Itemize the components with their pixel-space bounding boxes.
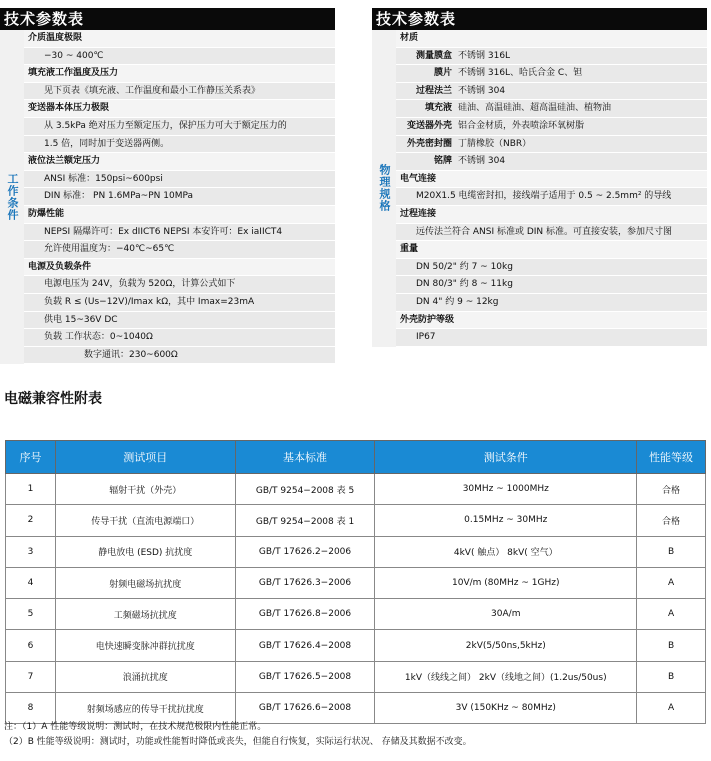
table-cell: 3: [6, 536, 56, 567]
left-detail-row: 电源电压为 24V，负载为 520Ω，计算公式如下: [24, 276, 335, 294]
left-section-heading: 变送器本体压力极限: [24, 100, 335, 118]
table-cell: 2: [6, 505, 56, 536]
left-detail-row: 从 3.5kPa 绝对压力至额定压力，保护压力可大于额定压力的: [24, 118, 335, 136]
left-detail-row: 允许使用温度为：−40℃~65℃: [24, 241, 335, 259]
left-rows: [24, 30, 335, 364]
right-spec-row: [396, 153, 707, 171]
table-cell: GB/T 17626.4−2008: [235, 630, 375, 661]
spec-key: 过程法兰: [415, 85, 452, 96]
right-spec-row: [396, 136, 707, 154]
table-cell: 6: [6, 630, 56, 661]
table-cell: 电快速瞬变脉冲群抗扰度: [55, 630, 235, 661]
table-row: [6, 505, 706, 536]
table-cell: 1: [6, 474, 56, 505]
table-row: [6, 661, 706, 692]
working-conditions-panel: [0, 8, 335, 364]
table-cell: 30A/m: [375, 599, 637, 630]
right-spec-row: [396, 118, 707, 136]
emc-column-header: 基本标准: [235, 441, 375, 474]
table-cell: B: [637, 661, 706, 692]
left-detail-row: 负载 R ≤ (Us−12V)/Imax kΩ，其中 Imax=23mA: [24, 294, 335, 312]
table-cell: 7: [6, 661, 56, 692]
spec-value: 硅油、高温硅油、超高温硅油、植物油: [458, 103, 612, 114]
table-cell: 工频磁场抗扰度: [55, 599, 235, 630]
spec-value: 不锈钢 316L: [458, 50, 511, 61]
right-detail-row: DN 80/3" 约 8 ~ 11kg: [396, 276, 707, 294]
table-cell: GB/T 17626.5−2008: [235, 661, 375, 692]
table-cell: 射频电磁场抗扰度: [55, 567, 235, 598]
table-cell: GB/T 17626.6−2008: [235, 693, 375, 724]
left-section-heading: 防爆性能: [24, 206, 335, 224]
right-rows: [396, 30, 707, 347]
emc-title: 电磁兼容性附表: [4, 391, 102, 407]
note-line: 注：（1）A 性能等级说明：测试时，在技术规范极限内性能正常。: [4, 722, 267, 732]
left-section-heading: 填充液工作温度及压力: [24, 65, 335, 83]
left-side-label: 工作条件: [0, 30, 24, 364]
table-cell: 10V/m (80MHz ~ 1GHz): [375, 567, 637, 598]
table-cell: A: [637, 599, 706, 630]
spec-value: 不锈钢 316L、哈氏合金 C、钽: [458, 68, 583, 79]
right-section-heading: 电气连接: [396, 171, 707, 189]
left-section-heading: 液位法兰额定压力: [24, 153, 335, 171]
table-cell: GB/T 9254−2008 表 5: [235, 474, 375, 505]
left-detail-row: 供电 15~36V DC: [24, 312, 335, 330]
table-cell: 4kV( 触点） 8kV( 空气）: [375, 536, 637, 567]
table-cell: 传导干扰（直流电源端口）: [55, 505, 235, 536]
right-section-heading: 重量: [396, 241, 707, 259]
left-detail-row: 1.5 倍，同时加于变送器两侧。: [24, 136, 335, 154]
table-row: [6, 536, 706, 567]
emc-column-header: 性能等级: [637, 441, 706, 474]
spec-key: 填充液: [424, 103, 452, 114]
note-line: （2）B 性能等级说明：测试时，功能或性能暂时降低或丧失，但能自行恢复，实际运行状况、 存储及其数据不改变。: [4, 737, 472, 747]
table-cell: A: [637, 567, 706, 598]
left-detail-row: NEPSI 隔爆许可：Ex dIICT6 NEPSI 本安许可：Ex iaIICT4: [24, 224, 335, 242]
emc-column-header: 序号: [6, 441, 56, 474]
table-cell: 4: [6, 567, 56, 598]
spec-value: 不锈钢 304: [458, 85, 506, 96]
spec-value: 不锈钢 304: [458, 156, 506, 167]
spec-key: 测量膜盒: [415, 50, 452, 61]
table-cell: GB/T 17626.3−2006: [235, 567, 375, 598]
table-cell: 5: [6, 599, 56, 630]
right-side-label: 物理规格: [372, 30, 396, 347]
spec-value: 铝合金材质，外表喷涂环氧树脂: [458, 120, 585, 131]
table-cell: A: [637, 693, 706, 724]
right-panel-title: 技术参数表: [372, 8, 707, 30]
table-cell: 射频场感应的传导干扰抗扰度: [55, 693, 235, 724]
right-section-heading: 过程连接: [396, 206, 707, 224]
right-detail-row: DN 4" 约 9 ~ 12kg: [396, 294, 707, 312]
spec-key: 外壳密封圈: [406, 138, 452, 149]
table-cell: 合格: [637, 474, 706, 505]
left-section-heading: 电源及负载条件: [24, 259, 335, 277]
table-cell: 30MHz ~ 1000MHz: [375, 474, 637, 505]
left-detail-row: DIN 标准： PN 1.6MPa~PN 10MPa: [24, 188, 335, 206]
table-row: [6, 599, 706, 630]
right-detail-row: M20X1.5 电缆密封扣，接线端子适用于 0.5 ~ 2.5mm² 的导线: [396, 188, 707, 206]
table-cell: GB/T 9254−2008 表 1: [235, 505, 375, 536]
notes: [4, 720, 472, 750]
spec-key: 变送器外壳: [406, 120, 452, 131]
table-row: [6, 474, 706, 505]
table-cell: 合格: [637, 505, 706, 536]
right-spec-row: [396, 48, 707, 66]
left-detail-row: 见下页表《填充液、工作温度和最小工作静压关系表》: [24, 83, 335, 101]
table-cell: 静电放电 (ESD) 抗扰度: [55, 536, 235, 567]
right-section-heading: 材质: [396, 30, 707, 48]
table-cell: 0.15MHz ~ 30MHz: [375, 505, 637, 536]
table-cell: 2kV(5/50ns,5kHz): [375, 630, 637, 661]
left-panel-title: 技术参数表: [0, 8, 335, 30]
left-detail-row: 负载 工作状态：0~1040Ω: [24, 329, 335, 347]
emc-header-row: [6, 441, 706, 474]
left-detail-row: ANSI 标准：150psi~600psi: [24, 171, 335, 189]
left-detail-row: −30 ~ 400℃: [24, 48, 335, 66]
table-cell: 3V (150KHz ~ 80MHz): [375, 693, 637, 724]
table-cell: 辐射干扰（外壳）: [55, 474, 235, 505]
table-cell: B: [637, 630, 706, 661]
emc-column-header: 测试条件: [375, 441, 637, 474]
right-spec-row: [396, 100, 707, 118]
right-detail-row: IP67: [396, 329, 707, 347]
spec-value: 丁腈橡胶（NBR）: [458, 138, 532, 149]
table-row: [6, 567, 706, 598]
left-section-heading: 介质温度极限: [24, 30, 335, 48]
right-spec-row: [396, 83, 707, 101]
table-cell: 浪涌抗扰度: [55, 661, 235, 692]
spec-key: 膜片: [433, 68, 452, 79]
right-section-heading: 外壳防护等级: [396, 312, 707, 330]
emc-body: [6, 474, 706, 724]
emc-column-header: 测试项目: [55, 441, 235, 474]
table-cell: 8: [6, 693, 56, 724]
spec-key: 铭牌: [433, 156, 452, 167]
table-row: [6, 630, 706, 661]
table-cell: GB/T 17626.2−2006: [235, 536, 375, 567]
right-spec-row: [396, 65, 707, 83]
physical-specs-panel: [372, 8, 707, 347]
table-cell: B: [637, 536, 706, 567]
emc-table: [5, 440, 706, 724]
left-detail-row: 数字通讯：230~600Ω: [24, 347, 335, 365]
table-cell: 1kV（线线之间） 2kV（线地之间）(1.2us/50us): [375, 661, 637, 692]
right-detail-row: 远传法兰符合 ANSI 标准或 DIN 标准。可直接安装，参加尺寸图: [396, 224, 707, 242]
right-detail-row: DN 50/2" 约 7 ~ 10kg: [396, 259, 707, 277]
table-cell: GB/T 17626.8−2006: [235, 599, 375, 630]
